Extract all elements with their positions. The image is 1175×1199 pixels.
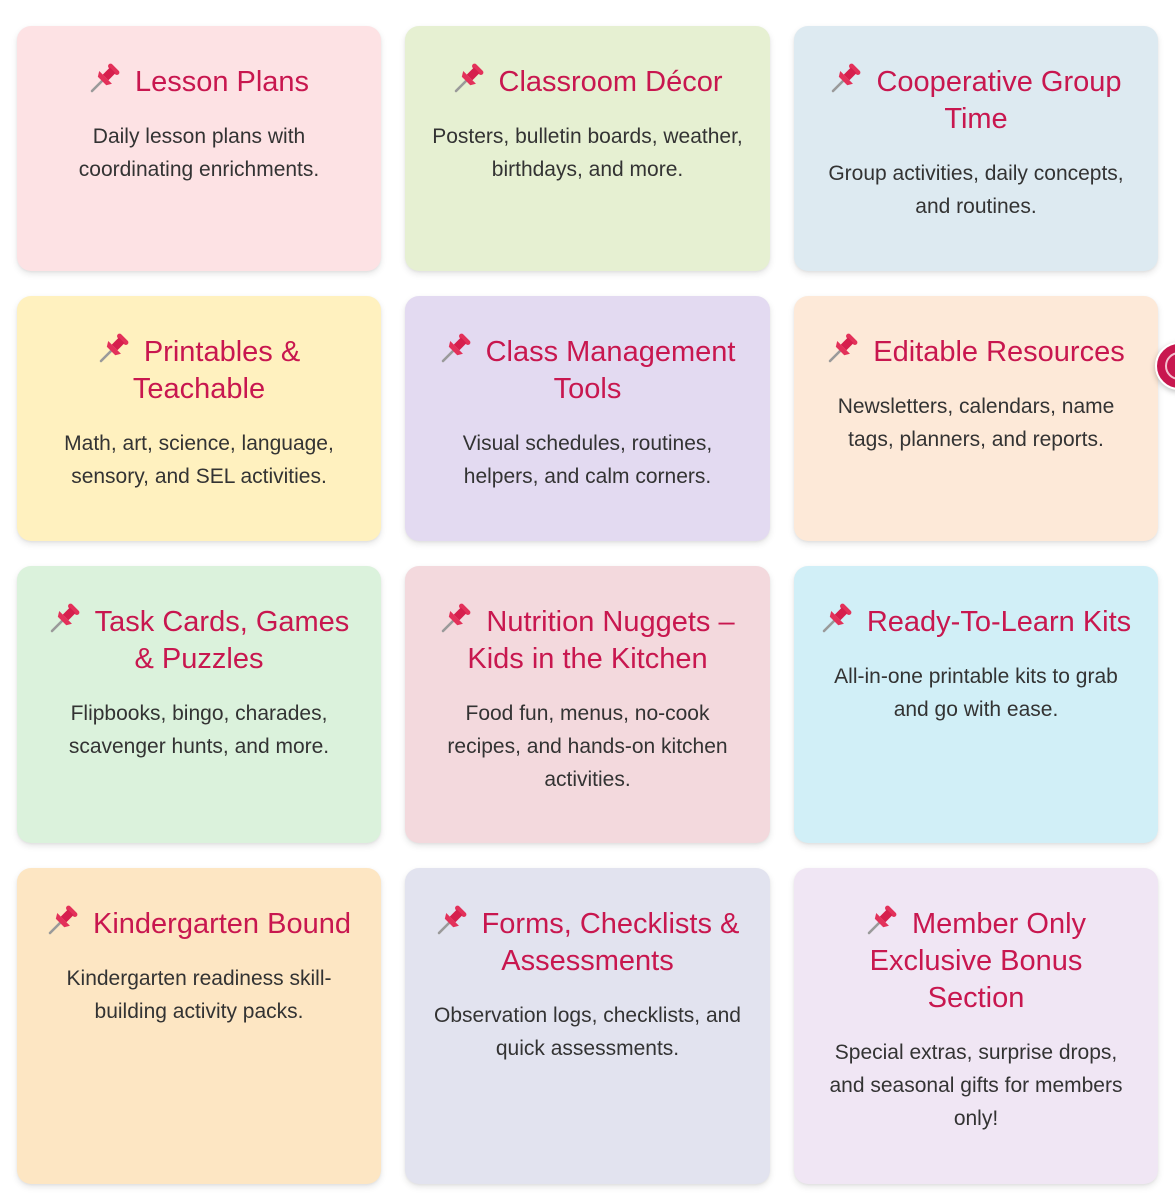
pushpin-icon (47, 904, 79, 936)
pushpin-icon (827, 332, 859, 364)
card-title (41, 602, 357, 678)
card-description: Math, art, science, language, sensory, and SEL activities. (64, 432, 334, 488)
pushpin-icon (440, 332, 472, 364)
card-description: Special extras, surprise drops, and seasonal gifts for members only! (829, 1041, 1123, 1130)
card-title (429, 904, 746, 980)
card-title-text: Ready-To-Learn Kits (866, 606, 1132, 638)
pushpin-icon (453, 62, 485, 94)
card-title-text: Cooperative Group Time (876, 66, 1122, 135)
card-title-text: Classroom Décor (498, 66, 723, 98)
pushpin-icon (89, 62, 121, 94)
pushpin-icon (436, 904, 468, 936)
card-nutrition-nuggets[interactable] (405, 566, 770, 843)
card-title (429, 332, 746, 408)
card-description: Observation logs, checklists, and quick assessments. (434, 1004, 741, 1060)
card-editable-resources[interactable] (794, 296, 1158, 541)
card-title (818, 62, 1134, 138)
card-title-text: Member Only Exclusive Bonus Section (869, 908, 1087, 1014)
card-title (41, 332, 357, 408)
card-class-management-tools[interactable] (405, 296, 770, 541)
card-description: Daily lesson plans with coordinating enrichments. (78, 125, 320, 181)
card-cooperative-group-time[interactable] (794, 26, 1158, 271)
card-title (818, 332, 1134, 371)
card-title-text: Forms, Checklists & Assessments (481, 908, 740, 977)
card-member-only-bonus[interactable] (794, 868, 1158, 1184)
card-title (429, 62, 746, 101)
card-forms-checklists-assessments[interactable] (405, 868, 770, 1184)
card-title-text: Editable Resources (873, 336, 1125, 368)
card-description: All-in-one printable kits to grab and go with ease. (834, 665, 1118, 721)
card-description: Newsletters, calendars, name tags, planners, and reports. (837, 395, 1115, 451)
card-title (429, 602, 746, 678)
card-title-text: Nutrition Nuggets – Kids in the Kitchen (467, 606, 735, 675)
card-title-text: Kindergarten Bound (93, 908, 351, 940)
pushpin-icon (98, 332, 130, 364)
card-title (818, 602, 1134, 641)
card-task-cards-games-puzzles[interactable] (17, 566, 381, 843)
card-title-text: Class Management Tools (485, 336, 736, 405)
card-description: Visual schedules, routines, helpers, and calm corners. (462, 432, 713, 488)
card-description: Flipbooks, bingo, charades, scavenger hunts, and more. (68, 702, 330, 758)
card-description: Kindergarten readiness skill-building activity packs. (66, 967, 332, 1023)
card-lesson-plans[interactable] (17, 26, 381, 271)
card-title-text: Lesson Plans (134, 66, 310, 98)
card-description: Food fun, menus, no-cook recipes, and hands-on kitchen activities. (447, 702, 728, 791)
pushpin-icon (49, 602, 81, 634)
card-title-text: Printables & Teachable (132, 336, 301, 405)
pushpin-icon (821, 602, 853, 634)
card-title (818, 904, 1134, 1017)
pushpin-icon (440, 602, 472, 634)
card-kindergarten-bound[interactable] (17, 868, 381, 1184)
card-ready-to-learn-kits[interactable] (794, 566, 1158, 843)
card-title (41, 904, 357, 943)
card-classroom-decor[interactable] (405, 26, 770, 271)
pushpin-icon (830, 62, 862, 94)
circle-icon (1165, 352, 1175, 380)
card-title (41, 62, 357, 101)
card-description: Posters, bulletin boards, weather, birthdays, and more. (432, 125, 743, 181)
card-description: Group activities, daily concepts, and routines. (828, 162, 1124, 218)
pushpin-icon (866, 904, 898, 936)
card-printables-teachable[interactable] (17, 296, 381, 541)
card-title-text: Task Cards, Games & Puzzles (94, 606, 350, 675)
